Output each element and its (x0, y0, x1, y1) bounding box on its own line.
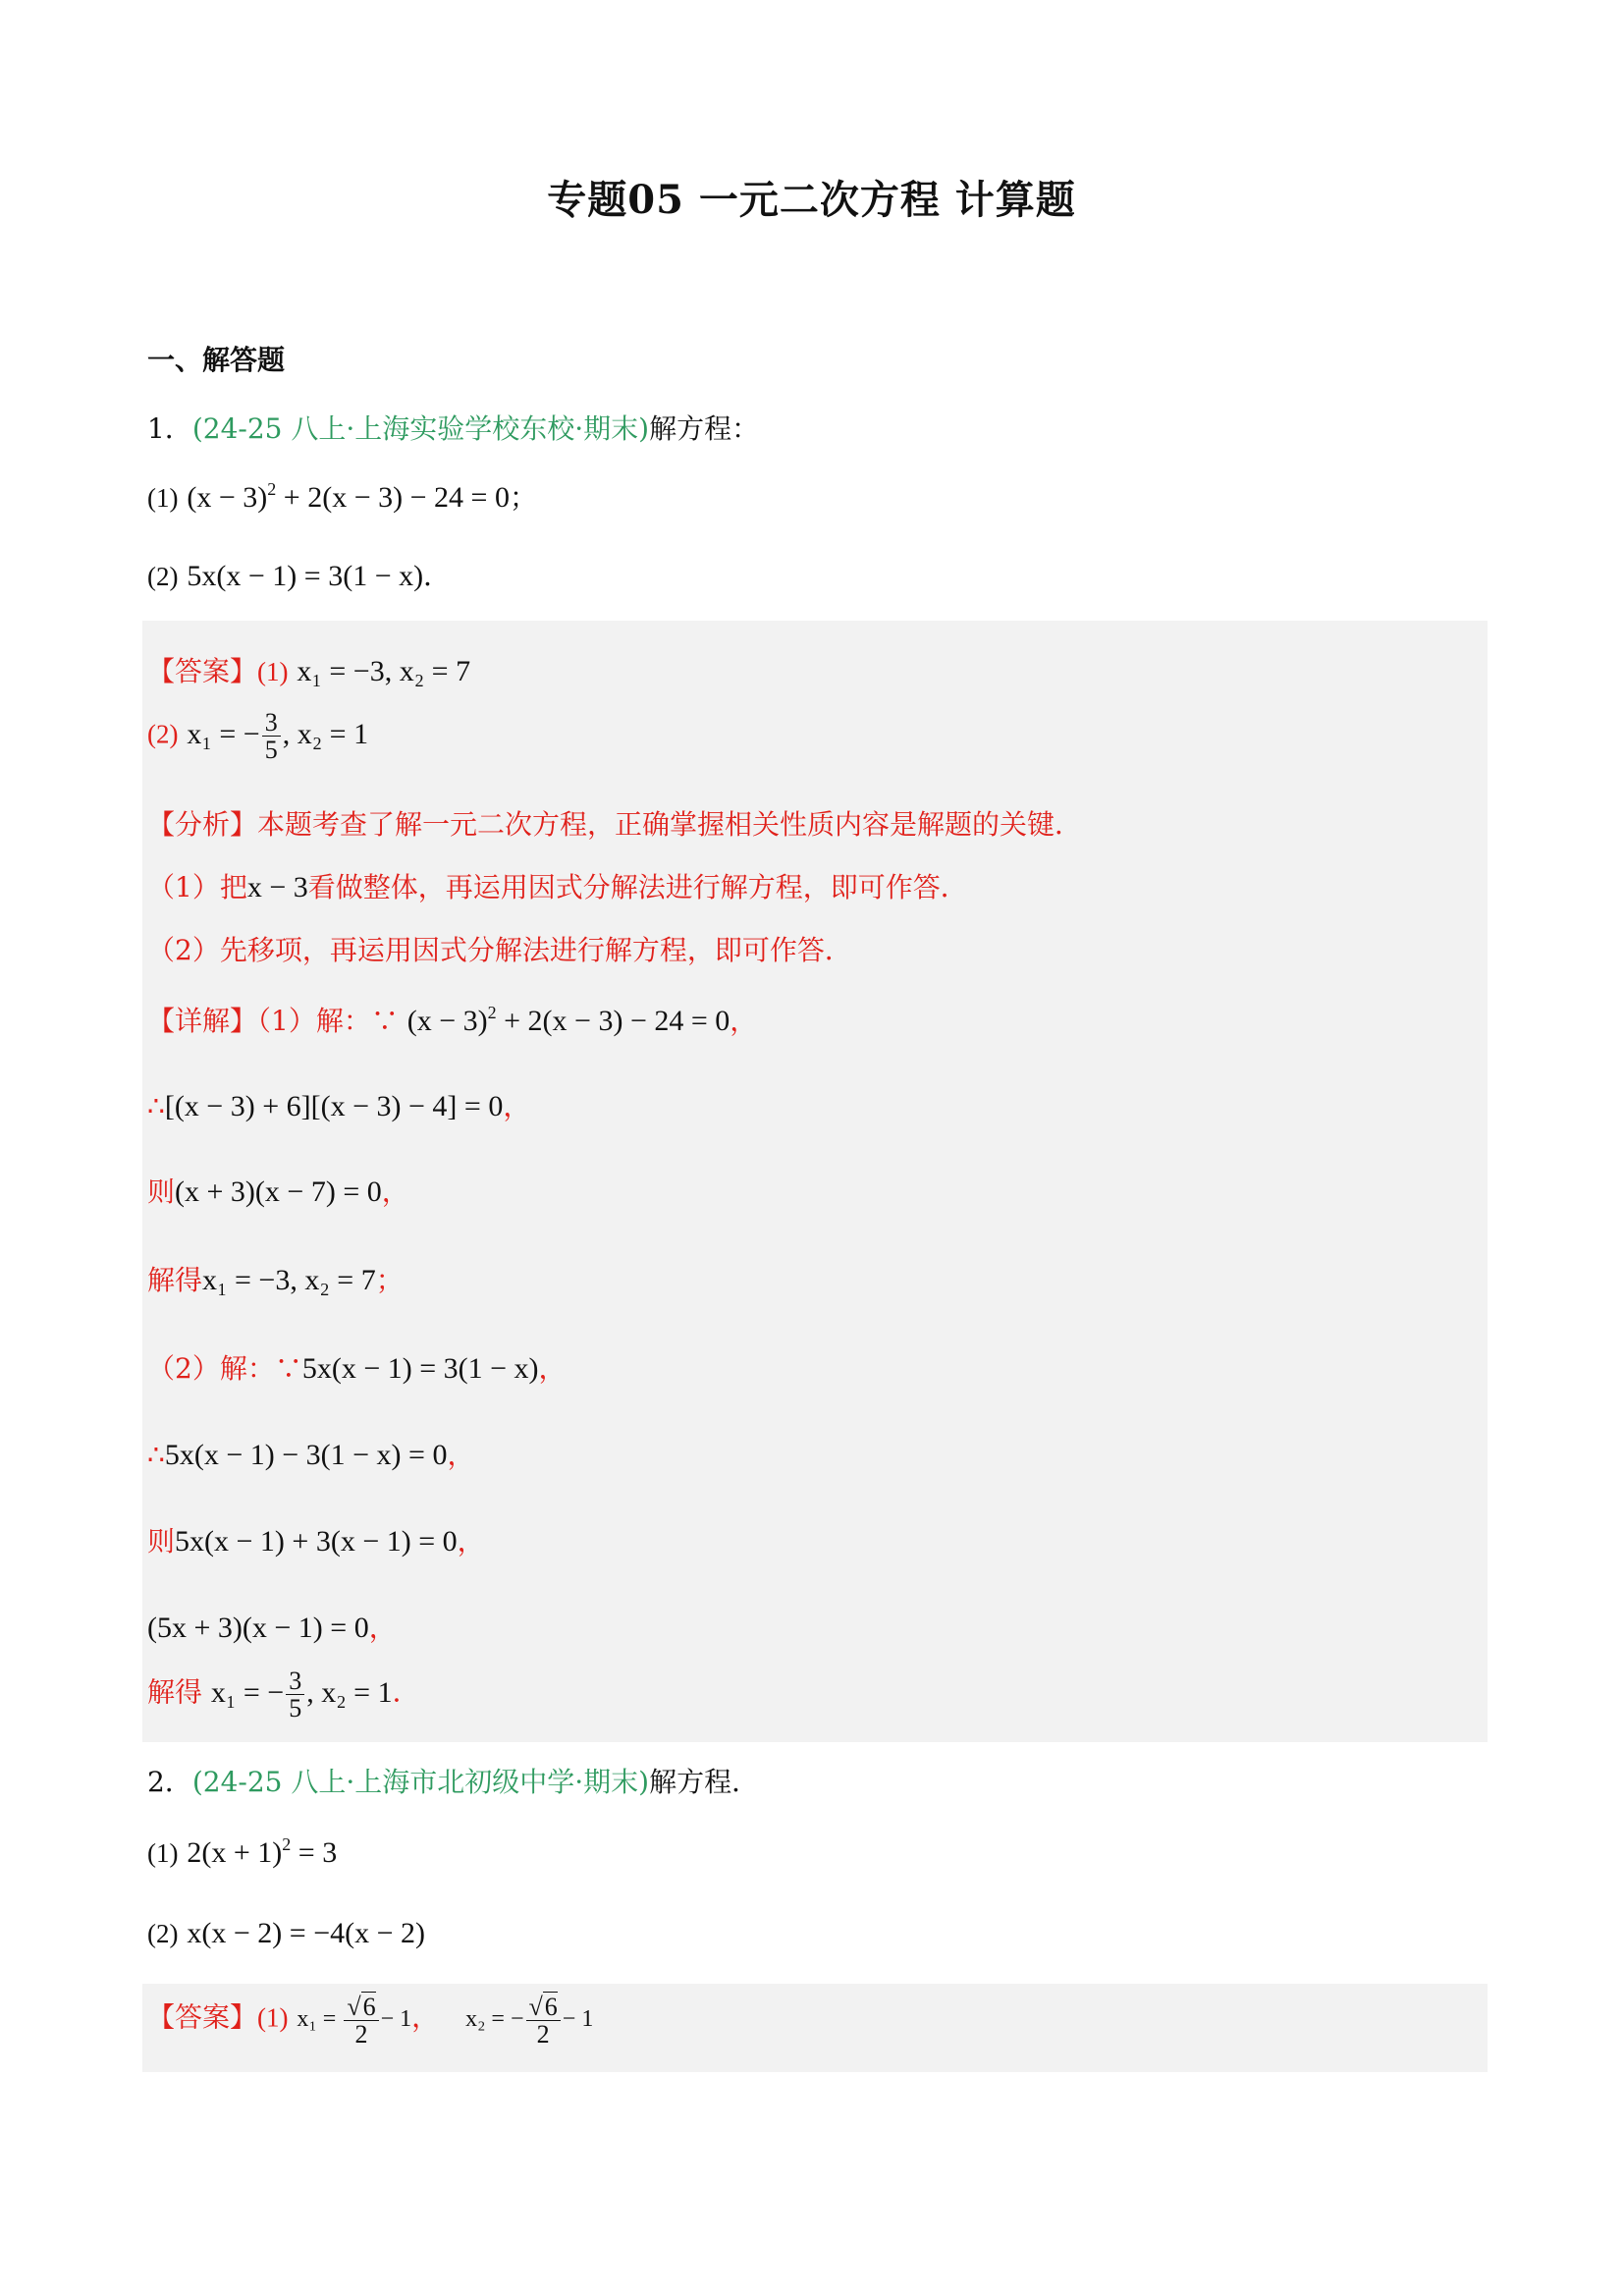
q1-detail-3: 则(x + 3)(x − 7) = 0， (147, 1175, 409, 1208)
q1-part2: (2) 5x(x − 1) = 3(1 − x)． (147, 560, 452, 592)
q1-detail-4: 解得x₁ = −3, x₂ = 7； (147, 1264, 404, 1296)
q1-detail-9: 解得 x₁ = − $\frac{3}{5}$ , x₂ = 1． (147, 1667, 420, 1723)
q1-heading (147, 408, 759, 447)
q1-part2-label: (2) (147, 562, 179, 591)
q1-prompt: 解方程： (649, 412, 760, 445)
q1-part1-label: (1) (147, 483, 179, 513)
q1-detail-7: 则5x(x − 1) + 3(x − 1) = 0， (147, 1525, 485, 1558)
q1-detail-5: （2）解：∵5x(x − 1) = 3(1 − x)， (147, 1352, 567, 1385)
q1-analysis: 【分析】本题考查了解一元二次方程，正确掌握相关性质内容是解题的关键． (147, 808, 1083, 841)
answer-tag: 【答案】 (147, 655, 258, 687)
q1-answer-2-row: (2) x₁ = − $\frac{3}{5}$ , x₂ = 1 (147, 708, 369, 765)
q2-source: (24-25 八上·上海市北初级中学·期末) (191, 1766, 650, 1798)
q1-answer-1: x₁ = −3, x₂ = 7 (297, 655, 471, 687)
q2-answer-2: x₂ = − $\frac{√6}{2}$ − 1 (465, 1993, 594, 2050)
section-heading: 一、解答题 (147, 344, 286, 376)
q1-detail-8: (5x + 3)(x − 1) = 0， (147, 1612, 397, 1644)
q2-prompt: 解方程． (649, 1766, 760, 1798)
q1-part2-equation: 5x(x − 1) = 3(1 − x) (187, 560, 424, 592)
q1-detail-2: ∴[(x − 3) + 6][(x − 3) − 4] = 0， (147, 1090, 531, 1122)
q1-analysis-2: （2）先移项，再运用因式分解法进行解方程，即可作答． (147, 934, 852, 966)
q1-detail-6: ∴5x(x − 1) − 3(1 − x) = 0， (147, 1439, 475, 1471)
q2-part2: (2) x(x − 2) = −4(x − 2) (147, 1917, 426, 1949)
q1-number: 1． (147, 412, 192, 445)
detail-tag: 【详解】（1）解：∵ (147, 1005, 399, 1037)
q2-part1: (1) $2(x + 1)^2 = 3$ (147, 1834, 338, 1869)
q1-analysis-1: （1）把x − 3看做整体，再运用因式分解法进行解方程，即可作答． (147, 871, 968, 903)
q1-answer: 【答案】(1) x₁ = −3, x₂ = 7 (147, 655, 471, 687)
q2-number: 2． (147, 1766, 192, 1798)
q2-answer-1: x₁ = $\frac{√6}{2}$ − 1 (297, 1993, 412, 2050)
q2-heading (147, 1761, 759, 1800)
q1-part1: (1) $(x - 3)^2 + 2(x - 3) - 24 = 0$； (147, 479, 537, 514)
q1-source: (24-25 八上·上海实验学校东校·期末) (191, 412, 650, 445)
q1-detail-1: 【详解】（1）解：∵ $(x - 3)^2 + 2(x - 3) - 24 = 0$， (147, 1003, 758, 1037)
answer-tag: 【答案】 (147, 2000, 258, 2034)
q1-answer-2: x₁ = − $\frac{3}{5}$ , x₂ = 1 (187, 708, 369, 765)
q2-answer: 【答案】(1) x₁ = $\frac{√6}{2}$ − 1， x₂ = − $\frac{√6}{2}$ − 1 (147, 1993, 594, 2050)
page-title: 专题05 一元二次方程 计算题 (547, 177, 1076, 223)
q1-part1-equation: $(x - 3)^2 + 2(x - 3) - 24 = 0$ (187, 479, 510, 514)
